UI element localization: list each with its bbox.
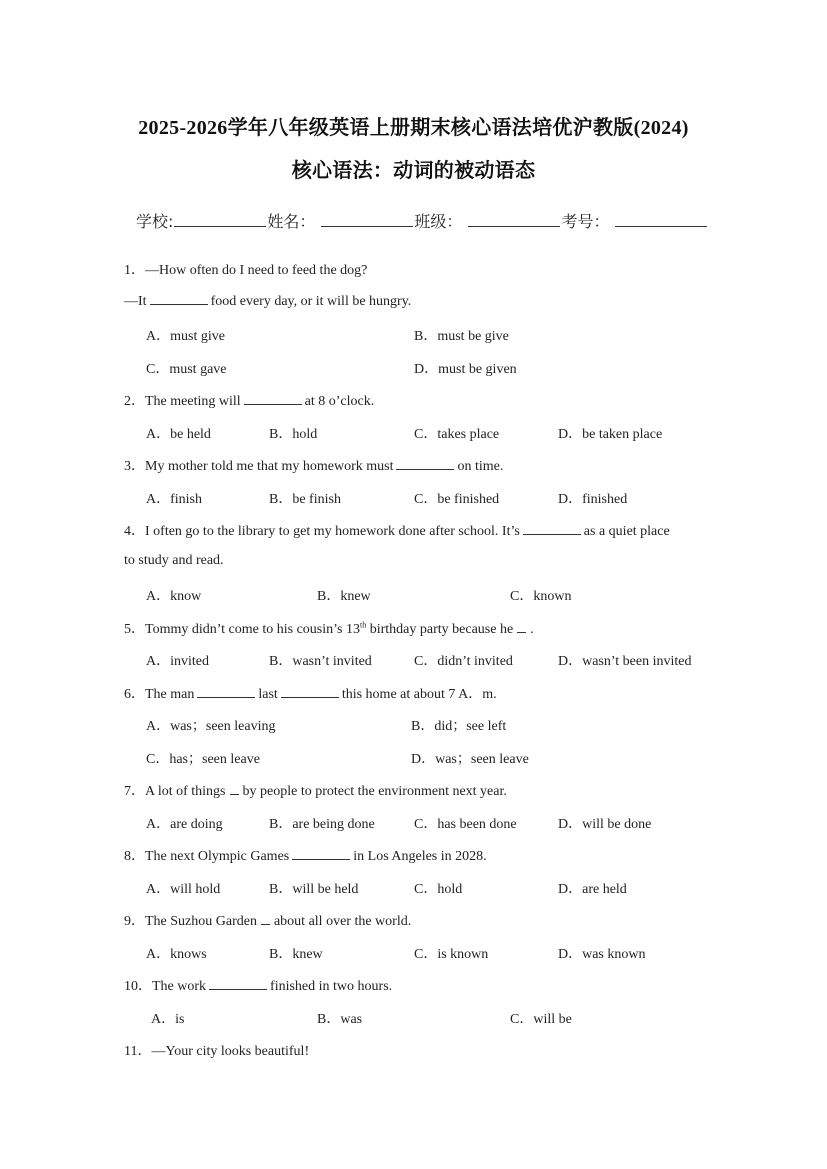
question-7-stem: 7．A lot of things by people to protect the environment next year.: [124, 784, 507, 799]
class-label: 班级：: [414, 212, 463, 231]
option-5b[interactable]: B．wasn’t invited: [269, 654, 372, 669]
option-6b[interactable]: B．did；see left: [411, 719, 507, 734]
question-9-stem: 9．The Suzhou Garden about all over the world.: [124, 914, 412, 929]
option-6a[interactable]: A．was；seen leaving: [146, 719, 276, 734]
option-1d[interactable]: D．must be given: [414, 362, 517, 377]
answer-blank: [292, 847, 350, 860]
school-label: 学校:: [136, 212, 174, 231]
number-label: 考号：: [561, 212, 610, 231]
question-2-stem: 2．The meeting will at 8 o’clock.: [124, 394, 375, 409]
question-4-stem: 4．I often go to the library to get my homework done after school. It’s as a quiet place: [124, 524, 670, 539]
class-field[interactable]: [468, 212, 560, 227]
option-9c[interactable]: C．is known: [414, 947, 489, 962]
option-3c[interactable]: C．be finished: [414, 492, 500, 507]
option-8a[interactable]: A．will hold: [146, 882, 221, 897]
name-label: 姓名：: [267, 212, 316, 231]
student-info-row: [136, 209, 708, 232]
option-4b[interactable]: B．knew: [317, 589, 371, 604]
school-field[interactable]: [174, 212, 266, 227]
question-5-stem: 5．Tommy didn’t come to his cousin’s 13th birthday party because he .: [124, 620, 534, 637]
answer-blank: [150, 292, 208, 305]
answer-blank: [396, 457, 454, 470]
option-1c[interactable]: C．must gave: [146, 362, 227, 377]
question-1-stem: 1．—How often do I need to feed the dog?: [124, 263, 368, 278]
option-6c[interactable]: C．has；seen leave: [146, 752, 260, 767]
answer-blank: [281, 685, 339, 698]
option-1a[interactable]: A．must give: [146, 329, 225, 344]
question-3-stem: 3．My mother told me that my homework must on time.: [124, 459, 504, 474]
answer-blank: [523, 522, 581, 535]
question-10-stem: 10．The work finished in two hours.: [124, 979, 393, 994]
option-3a[interactable]: A．finish: [146, 492, 202, 507]
page-title: 2025-2026学年八年级英语上册期末核心语法培优沪教版(2024): [138, 117, 689, 139]
option-5d[interactable]: D．wasn’t been invited: [558, 654, 692, 669]
answer-blank: [261, 912, 270, 925]
option-2a[interactable]: A．be held: [146, 427, 211, 442]
answer-blank: [197, 685, 255, 698]
option-9d[interactable]: D．was known: [558, 947, 646, 962]
option-10c[interactable]: C．will be: [510, 1012, 572, 1027]
option-10a[interactable]: A．is: [151, 1012, 185, 1027]
option-5c[interactable]: C．didn’t invited: [414, 654, 513, 669]
question-11-stem: 11．—Your city looks beautiful!: [124, 1044, 310, 1059]
option-8d[interactable]: D．are held: [558, 882, 627, 897]
option-2d[interactable]: D．be taken place: [558, 427, 663, 442]
option-2c[interactable]: C．takes place: [414, 427, 500, 442]
question-4-line2: to study and read.: [124, 553, 224, 568]
number-field[interactable]: [615, 212, 707, 227]
option-7b[interactable]: B．are being done: [269, 817, 375, 832]
option-2b[interactable]: B．hold: [269, 427, 318, 442]
option-9a[interactable]: A．knows: [146, 947, 207, 962]
option-8b[interactable]: B．will be held: [269, 882, 359, 897]
option-9b[interactable]: B．knew: [269, 947, 323, 962]
option-4a[interactable]: A．know: [146, 589, 202, 604]
answer-blank: [230, 782, 239, 795]
option-1b[interactable]: B．must be give: [414, 329, 509, 344]
option-7c[interactable]: C．has been done: [414, 817, 517, 832]
option-3b[interactable]: B．be finish: [269, 492, 341, 507]
option-5a[interactable]: A．invited: [146, 654, 209, 669]
option-7d[interactable]: D．will be done: [558, 817, 652, 832]
answer-blank: [209, 977, 267, 990]
question-8-stem: 8．The next Olympic Games in Los Angeles in 2028.: [124, 849, 487, 864]
page-subtitle: 核心语法：动词的被动语态: [291, 160, 536, 182]
option-4c[interactable]: C．known: [510, 589, 572, 604]
question-1-line2: —It food every day, or it will be hungry.: [124, 294, 412, 309]
option-7a[interactable]: A．are doing: [146, 817, 223, 832]
question-6-stem: 6．The man last this home at about 7 A．m.: [124, 687, 497, 702]
answer-blank: [244, 392, 302, 405]
option-3d[interactable]: D．finished: [558, 492, 628, 507]
answer-blank: [517, 620, 526, 633]
option-10b[interactable]: B．was: [317, 1012, 363, 1027]
name-field[interactable]: [321, 212, 413, 227]
option-8c[interactable]: C．hold: [414, 882, 463, 897]
option-6d[interactable]: D．was；seen leave: [411, 752, 529, 767]
